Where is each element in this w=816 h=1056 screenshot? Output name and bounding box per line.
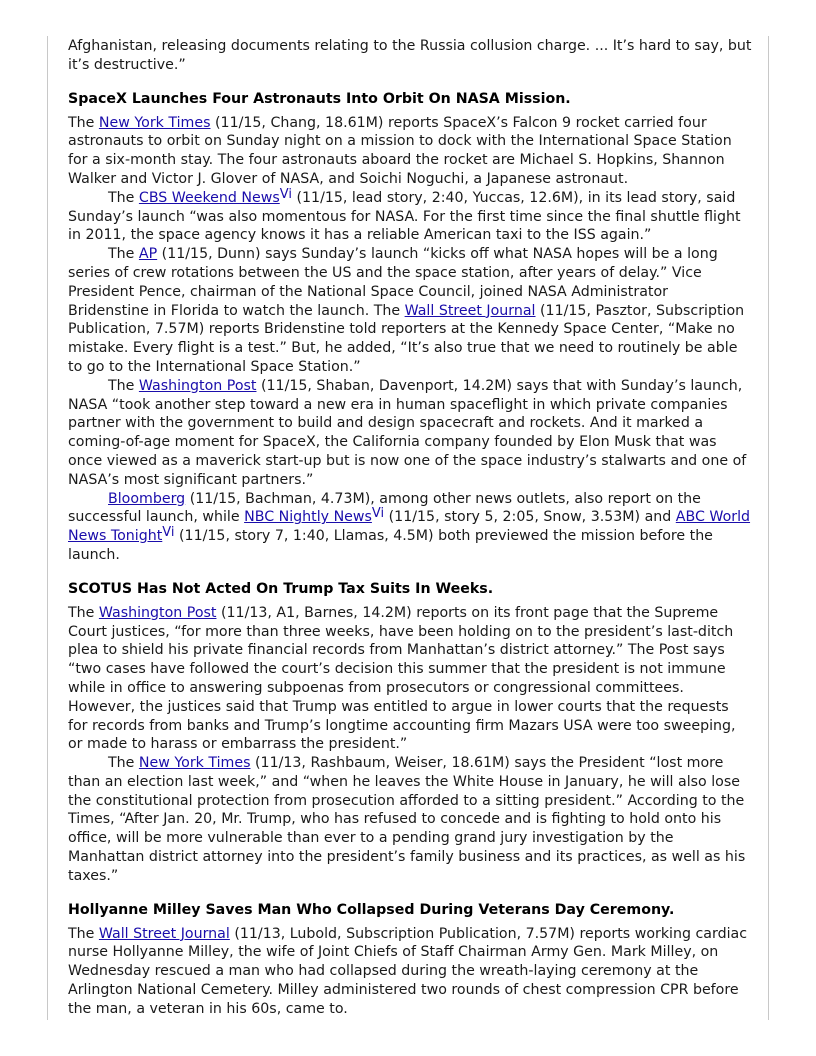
scotus-paragraph-2: The New York Times (11/13, Rashbaum, Weiser, 18.61M) says the President “lost more than an election last week,” and “when he leaves the White House in January, he will also lose the constitutional protection from prosecution afforded to a sitting president.” According to the Times, “After Jan. 20, Mr. Trump, who has refused to concede and is fighting to hold onto his office, will be more vulnerable than ever to a pending grand jury investigation by the Manhattan district attorney into the president’s family business and its practices, as well as his taxes.” xyxy=(68,755,746,884)
source-link-cbs-weekend-news[interactable]: CBS Weekend News xyxy=(138,189,280,206)
headline-scotus: SCOTUS Has Not Acted On Trump Tax Suits In Weeks. xyxy=(68,580,494,597)
spacex-paragraph-4: The Washington Post (11/15, Shaban, Davenport, 14.2M) says that with Sunday’s launch, NASA “took another step toward a new era in human spaceflight in which private companies partner with the government to build and design spacecraft and rockets. And it marked a coming-of-age moment for SpaceX, the California company founded by Elon Musk that was once viewed as a maverick start-up but is now one of the space industry’s stalwarts and one of NASA’s most significant partners.” xyxy=(68,377,747,488)
continued-paragraph: Afghanistan, releasing documents relating to the Russia collusion charge. ... It’s hard to say, but it’s destructive.” xyxy=(68,38,752,73)
video-icon[interactable]: Vi xyxy=(279,186,292,202)
video-icon[interactable]: Vi xyxy=(162,525,175,541)
scotus-paragraph-1: The Washington Post (11/13, A1, Barnes, 14.2M) reports on its front page that the Supreme Court justices, “for more than three weeks, have been holding on to the president’s last-ditch plea to shield his private financial records from Manhattan’s district attorney.” The Post says “two cases have followed the court’s decision this summer that the president is not immune while in office to answering subpoenas from prosecutors or congressional committees. However, the justices said that Trump was entitled to argue in lower courts that the requests for records from banks and Trump’s longtime accounting firm Mazars USA were too sweeping, or made to harass or embarrass the president.” xyxy=(68,604,736,753)
source-link-bloomberg[interactable]: Bloomberg xyxy=(108,490,186,507)
headline-milley: Hollyanne Milley Saves Man Who Collapsed During Veterans Day Ceremony. xyxy=(68,901,675,918)
source-link-ap[interactable]: AP xyxy=(138,246,158,263)
source-link-washington-post[interactable]: Washington Post xyxy=(138,377,257,394)
spacex-paragraph-5: Bloomberg (11/15, Bachman, 4.73M), among other news outlets, also report on the successful launch, while NBC Nightly News$^{Vi}$ (11/15, story 5, 2:05, Snow, 3.53M) and ABC World News Tonight$^{Vi}$ (11/15, story 7, 1:40, Llamas, 4.5M) both previewed the mission before the launch. xyxy=(68,490,751,563)
spacex-paragraph-2: The CBS Weekend News$^{Vi}$ (11/15, lead story, 2:40, Yuccas, 12.6M), in its lead story, said Sunday’s launch “was also momentous for NASA. For the first time since the final shuttle flight in 2011, the space agency knows it has a reliable American taxi to the ISS again.” xyxy=(68,186,741,244)
spacex-paragraph-1: The New York Times (11/15, Chang, 18.61M) reports SpaceX’s Falcon 9 rocket carried four astronauts to orbit on Sunday night on a mission to dock with the International Space Station for a six-month stay. The four astronauts aboard the rocket are Michael S. Hopkins, Shannon Walker and Victor J. Glover of NASA, and Soichi Noguchi, a Japanese astronaut. xyxy=(68,114,732,187)
left-margin-rule xyxy=(47,36,48,1020)
video-icon[interactable]: Vi xyxy=(371,506,385,522)
source-link-nbc-nightly-news[interactable]: NBC Nightly News xyxy=(244,509,372,526)
source-link-new-york-times[interactable]: New York Times xyxy=(138,755,251,772)
source-link-abc-world-news-tonight[interactable]: ABC World News Tonight xyxy=(68,509,751,545)
source-link-wall-street-journal[interactable]: Wall Street Journal xyxy=(404,302,536,319)
headline-spacex: SpaceX Launches Four Astronauts Into Orbit On NASA Mission. xyxy=(68,90,571,107)
spacex-paragraph-3: The AP (11/15, Dunn) says Sunday’s launch “kicks off what NASA hopes will be a long series of crew rotations between the US and the space station, after years of delay.” Vice President Pence, chairman of the National Space Council, joined NASA Administrator Bridenstine in Florida to watch the launch. The Wall Street Journal (11/15, Pasztor, Subscription Publication, 7.57M) reports Bridenstine told reporters at the Kennedy Space Center, “Make no mistake. Every flight is a test.” But, he added, “It’s also true that we need to routinely be able to go to the International Space Station.” xyxy=(68,246,745,375)
source-link-wall-street-journal[interactable]: Wall Street Journal xyxy=(98,925,230,942)
article-column xyxy=(68,37,752,1019)
source-link-washington-post[interactable]: Washington Post xyxy=(98,604,217,621)
milley-paragraph-1: The Wall Street Journal (11/13, Lubold, Subscription Publication, 7.57M) reports working cardiac nurse Hollyanne Milley, the wife of Joint Chiefs of Staff Chairman Army Gen. Mark Milley, on Wednesday rescued a man who had collapsed during the wreath-laying ceremony at the Arlington National Cemetery. Milley administered two rounds of chest compression CPR before the man, a veteran in his 60s, came to. xyxy=(68,925,748,1017)
right-margin-rule xyxy=(768,36,769,1020)
source-link-new-york-times[interactable]: New York Times xyxy=(98,114,211,131)
